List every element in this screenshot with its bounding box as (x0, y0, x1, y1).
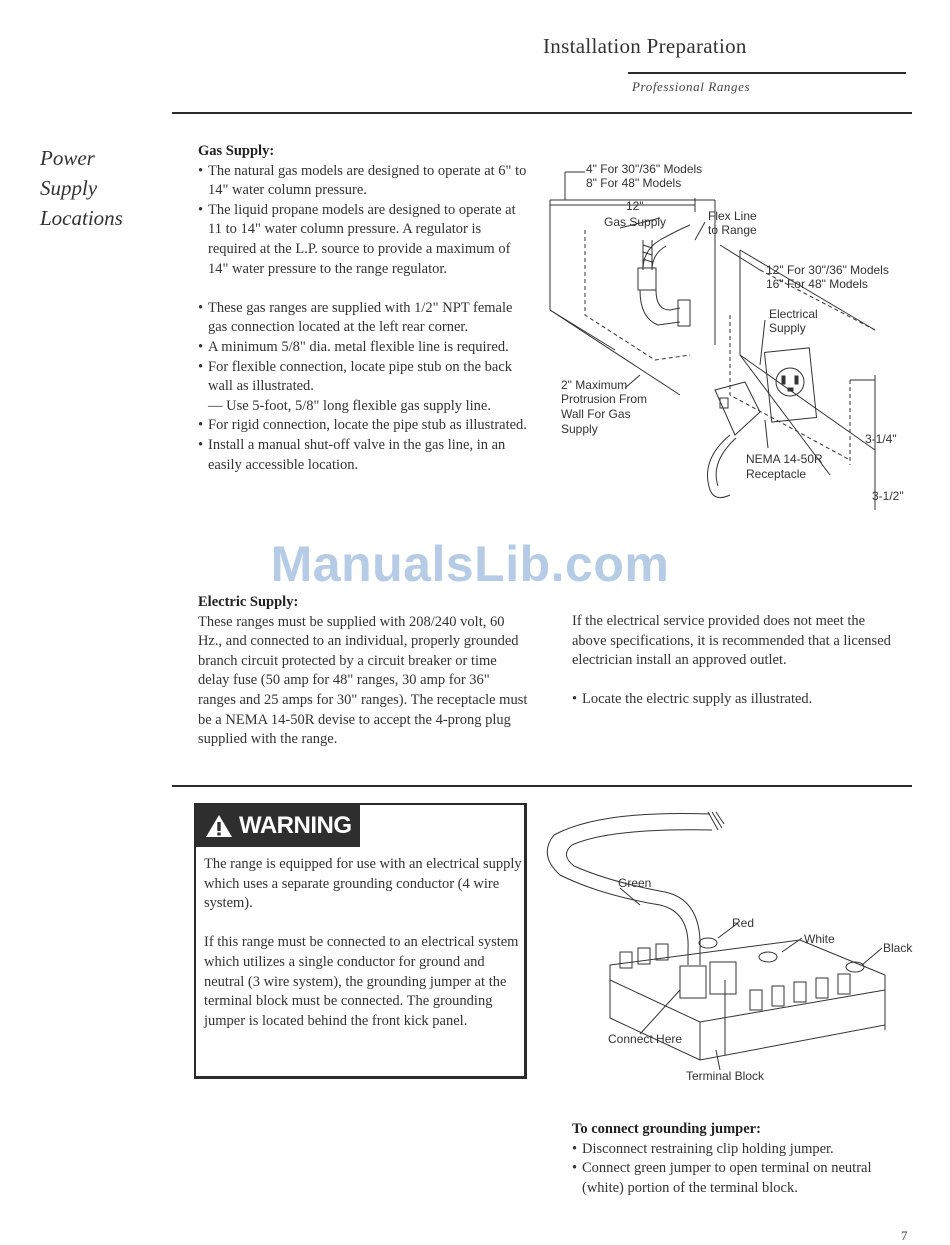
section-divider-top (172, 112, 912, 114)
list-item: • Locate the electric supply as illustrated. (572, 691, 813, 708)
dim-label-4in: 4" For 30"/36" Models (586, 162, 703, 176)
max-protrusion-label: Protrusion From (561, 392, 648, 406)
watermark: ManualsLib.com (270, 536, 670, 592)
page-number: 7 (901, 1228, 908, 1243)
warning-banner (196, 805, 360, 847)
header-rule (628, 72, 906, 74)
gas-supply-section (198, 142, 530, 475)
electric-bullets (572, 690, 902, 710)
warning-paragraph: If this range must be connected to an electrical system which utilizes a single conductor for ground and neutral (3 wire system), the grounding jumper at the terminal block must be connected. The grounding jumper is located behind the front kick panel. (204, 934, 519, 1029)
gas-supply-label: Gas Supply (604, 215, 667, 229)
electrician-paragraph: If the electrical service provided does not meet the above specifications, it is recommended that a licensed electrician install an approved outlet. (572, 613, 891, 669)
dim-label-8in: 8" For 48" Models (586, 176, 682, 190)
jumper-bullets (572, 1140, 912, 1199)
list-item: • These gas ranges are supplied with 1/2" NPT female gas connection located at the left rear corner. (198, 299, 513, 336)
gas-bullets-c (198, 416, 530, 475)
list-item: • Install a manual shut-off valve in the gas line, in an easily accessible location. (198, 436, 506, 473)
dim-label-12in: 12" (626, 199, 644, 213)
electric-supply-heading: Electric Supply: (198, 594, 299, 610)
electric-supply-section (198, 593, 528, 750)
flex-line-label: Flex Line (708, 209, 757, 223)
max-protrusion-label: Wall For Gas (561, 407, 631, 421)
gas-electric-location-diagram (530, 150, 920, 520)
nema-receptacle-label: Receptacle (746, 467, 807, 481)
list-item: • For rigid connection, locate the pipe stub as illustrated. (198, 417, 527, 434)
section-title-line: Supply (40, 176, 98, 200)
list-item: • The natural gas models are designed to operate at 6" to 14" water column pressure. (198, 162, 527, 199)
warning-box (194, 803, 527, 1079)
wire-label-red: Red (732, 916, 755, 930)
warning-text (204, 855, 522, 1031)
wire-label-green: Green (618, 876, 652, 890)
section-title (40, 143, 123, 233)
section-title-line: Power (40, 146, 95, 170)
electrical-supply-label: Electrical (769, 307, 818, 321)
electric-supply-paragraph: These ranges must be supplied with 208/240 volt, 60 Hz., and connected to an individual, properly grounded branch circuit protected by a circuit breaker or time delay fuse (50 amp for 48" ranges, 30 amp for 36" ranges and 25 amps for 30" ranges). The receptacle must be a NEMA 14-50R devise to accept the 4-prong plug supplied with the range. (198, 613, 528, 748)
gas-sub-note: — Use 5-foot, 5/8" long flexible gas supply line. (208, 397, 491, 414)
gas-bullets-a (198, 162, 530, 280)
warning-triangle-icon (205, 814, 233, 838)
grounding-jumper-heading: To connect grounding jumper: (572, 1121, 761, 1137)
terminal-block-label: Terminal Block (686, 1069, 765, 1083)
electric-supply-notes (572, 612, 902, 710)
gas-supply-heading: Gas Supply: (198, 143, 275, 159)
grounding-jumper-section (572, 1120, 912, 1198)
dim-label-12in-models: 12" For 30"/36" Models (766, 263, 889, 277)
dim-label-3-1-4: 3-1/4" (865, 432, 897, 446)
terminal-block-diagram (540, 800, 920, 1090)
list-item: • A minimum 5/8" dia. metal flexible line is required. (198, 338, 509, 355)
dim-label-16in-models: 16" For 48" Models (766, 277, 868, 291)
list-item: • The liquid propane models are designed to operate at 11 to 14" water column pressure. A regulator is required at the L.P. source to provide a maximum of 14" water pressure to the range regulator. (198, 201, 516, 277)
connect-here-label: Connect Here (608, 1032, 683, 1046)
dim-label-3-1-2: 3-1/2" (872, 489, 904, 503)
warning-banner-label: WARNING (239, 812, 352, 839)
list-item: • For flexible connection, locate pipe stub on the back wall as illustrated. (198, 358, 513, 395)
flex-line-label: to Range (708, 223, 757, 237)
page-title: Installation Preparation (543, 34, 747, 58)
wire-label-white: White (804, 932, 835, 946)
max-protrusion-label: Supply (561, 422, 598, 436)
section-divider-mid (172, 785, 912, 787)
warning-paragraph: The range is equipped for use with an electrical supply which uses a separate grounding conductor (4 wire system). (204, 856, 522, 912)
electrical-supply-label: Supply (769, 321, 806, 335)
wire-label-black: Black (883, 941, 913, 955)
nema-receptacle-label: NEMA 14-50R (746, 452, 823, 466)
page-subtitle: Professional Ranges (632, 79, 751, 94)
section-title-line: Locations (40, 206, 123, 230)
gas-bullets-b (198, 299, 530, 397)
list-item: • Connect green jumper to open terminal on neutral (white) portion of the terminal block. (572, 1160, 872, 1196)
list-item: • Disconnect restraining clip holding jumper. (572, 1140, 834, 1157)
max-protrusion-label: 2" Maximum (561, 378, 628, 392)
